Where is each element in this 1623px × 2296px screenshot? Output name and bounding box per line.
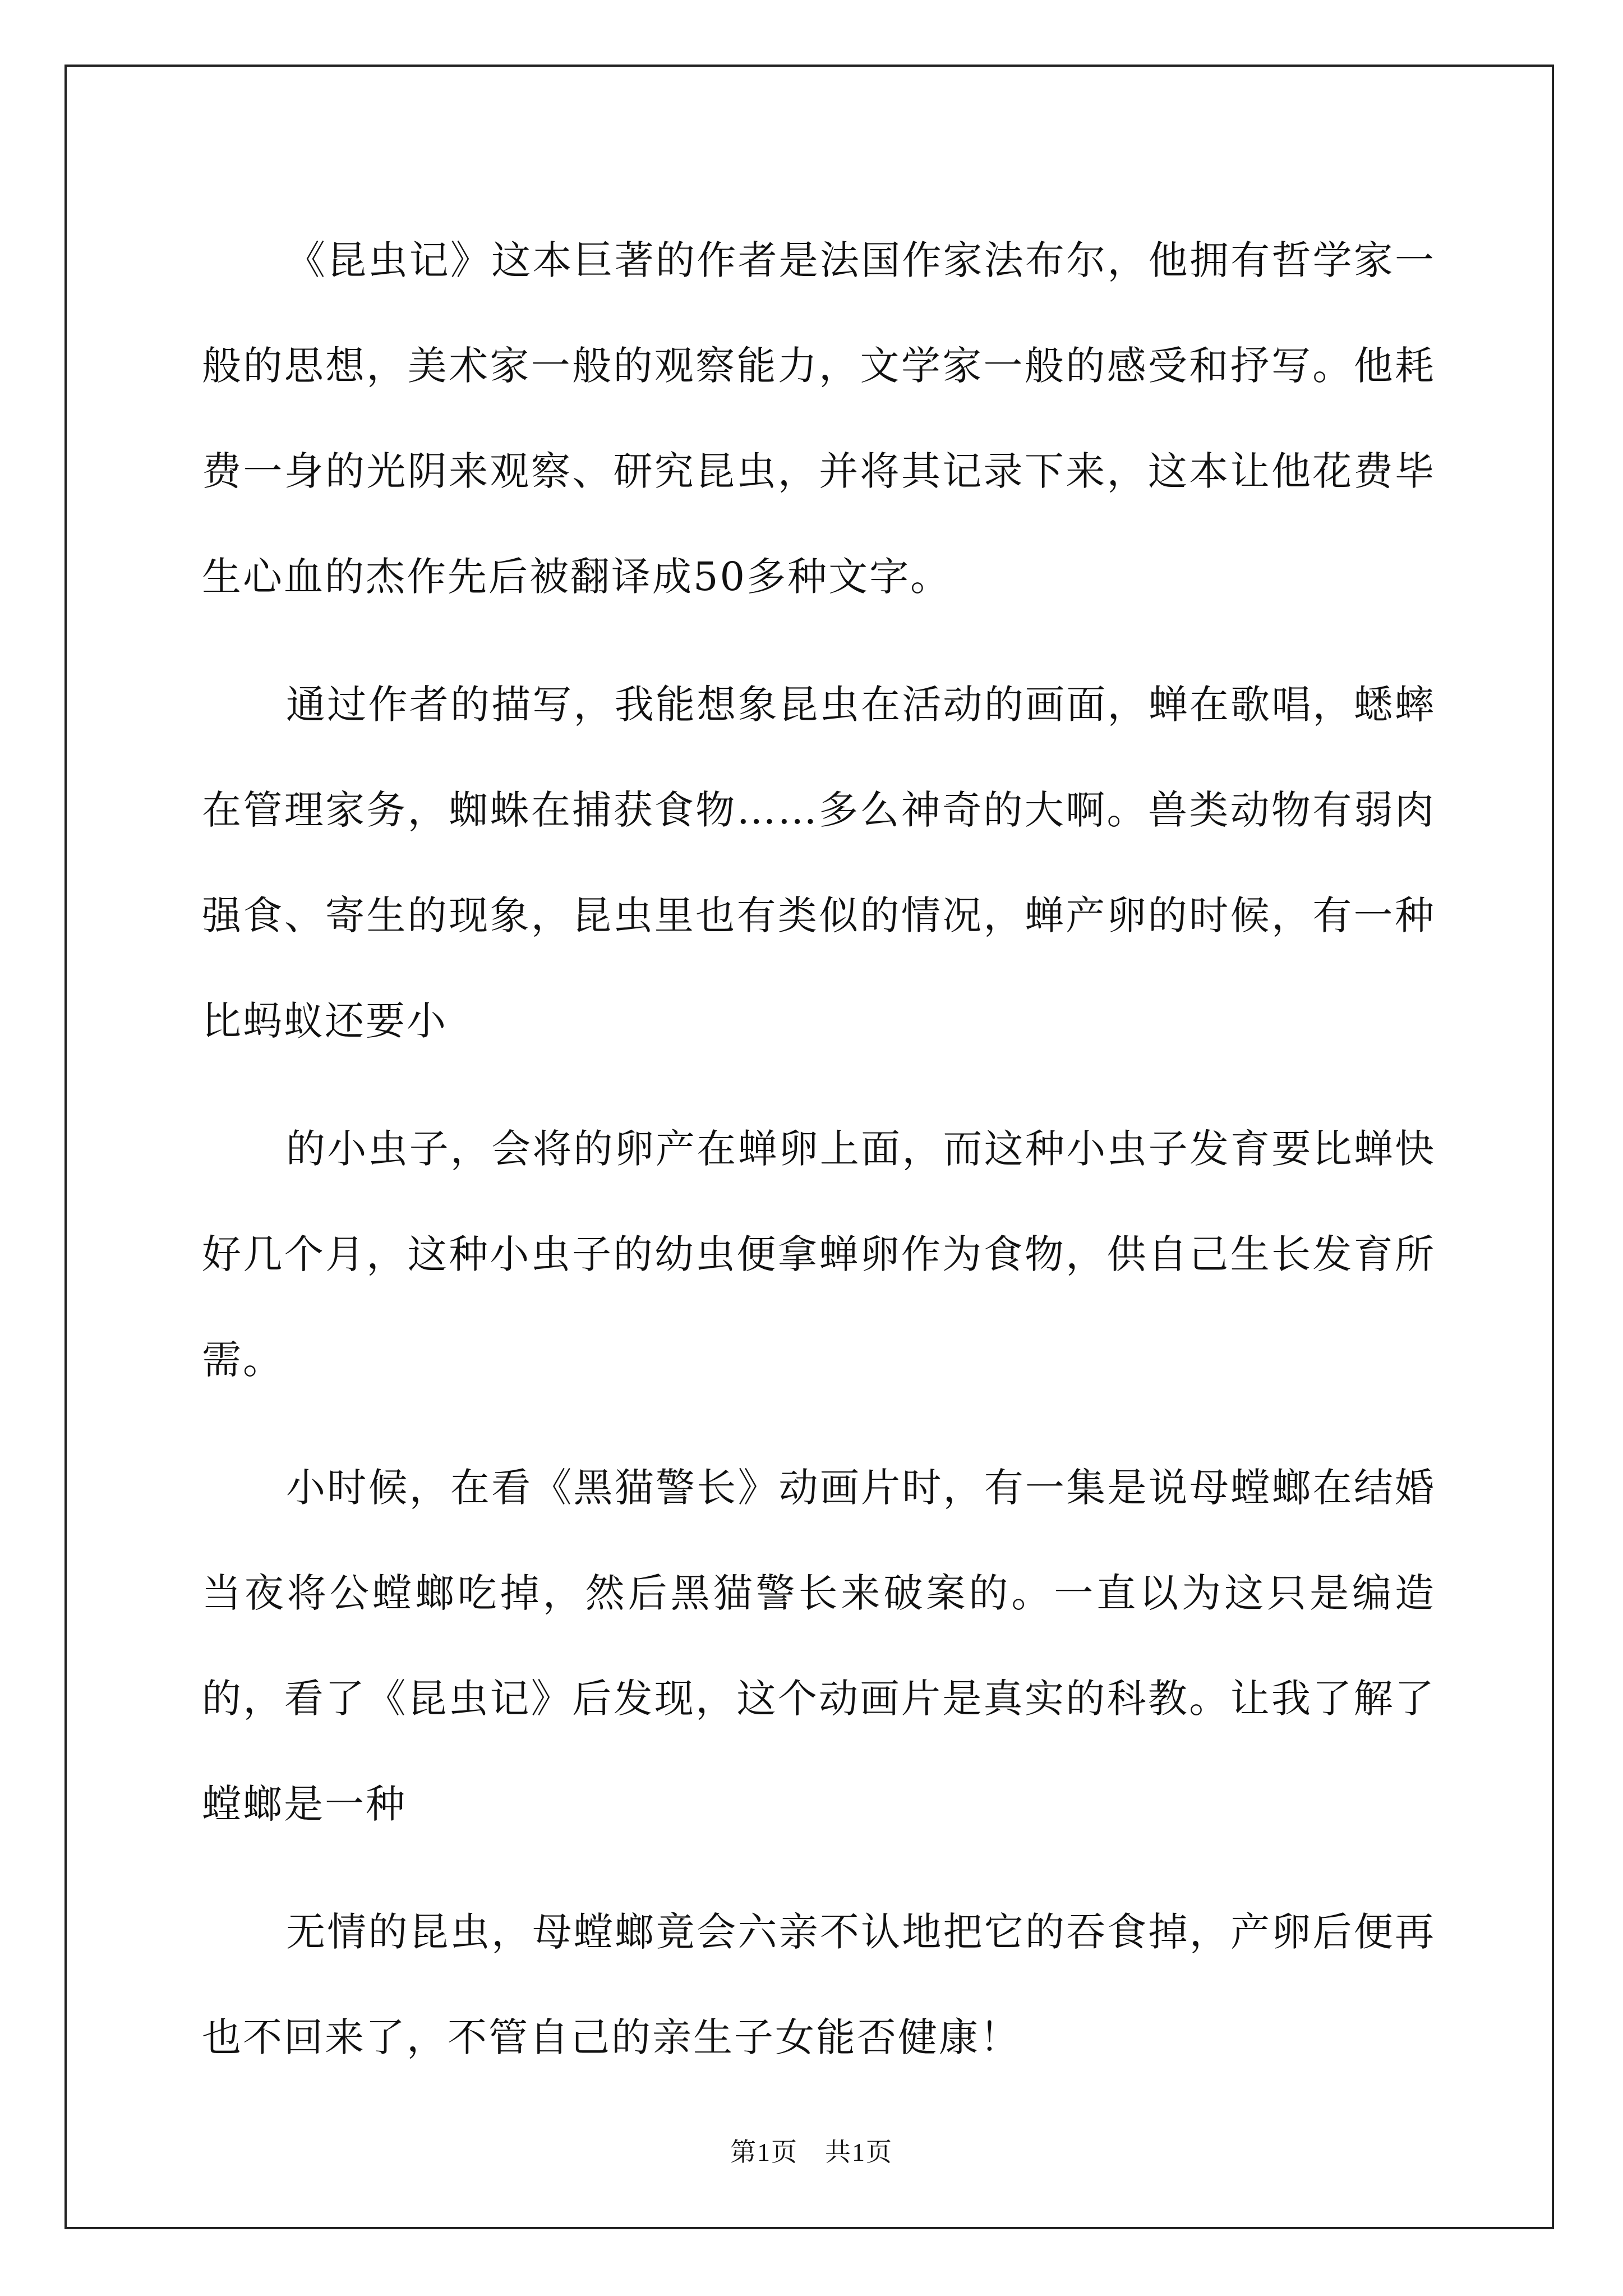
paragraph-5: 无情的昆虫，母螳螂竟会六亲不认地把它的吞食掉，产卵后便再也不回来了，不管自己的亲生子女能否健康！ [202, 1909, 1436, 2060]
paragraph-2: 通过作者的描写，我能想象昆虫在活动的画面，蝉在歌唱，蟋蟀在管理家务，蜘蛛在捕获食物……多么神奇的大啊。兽类动物有弱肉强食、寄生的现象，昆虫里也有类似的情况，蝉产卵的时候，有一种比蚂蚁还要小 [202, 682, 1436, 1044]
document-body [202, 208, 1436, 2113]
page-footer: 第1页 共1页 [730, 2138, 893, 2166]
paragraph-4: 小时候，在看《黑猫警长》动画片时，有一集是说母螳螂在结婚当夜将公螳螂吃掉，然后黑猫警长来破案的。一直以为这只是编造的，看了《昆虫记》后发现，这个动画片是真实的科教。让我了解了螳螂是一种 [202, 1465, 1436, 1827]
paragraph-1: 《昆虫记》这本巨著的作者是法国作家法布尔，他拥有哲学家一般的思想，美术家一般的观察能力，文学家一般的感受和抒写。他耗费一身的光阴来观察、研究昆虫，并将其记录下来，这本让他花费毕生心血的杰作先后被翻译成50多种文字。 [202, 237, 1436, 600]
paragraph-3: 的小虫子，会将的卵产在蝉卵上面，而这种小虫子发育要比蝉快好几个月，这种小虫子的幼虫便拿蝉卵作为食物，供自己生长发育所需。 [202, 1126, 1436, 1383]
